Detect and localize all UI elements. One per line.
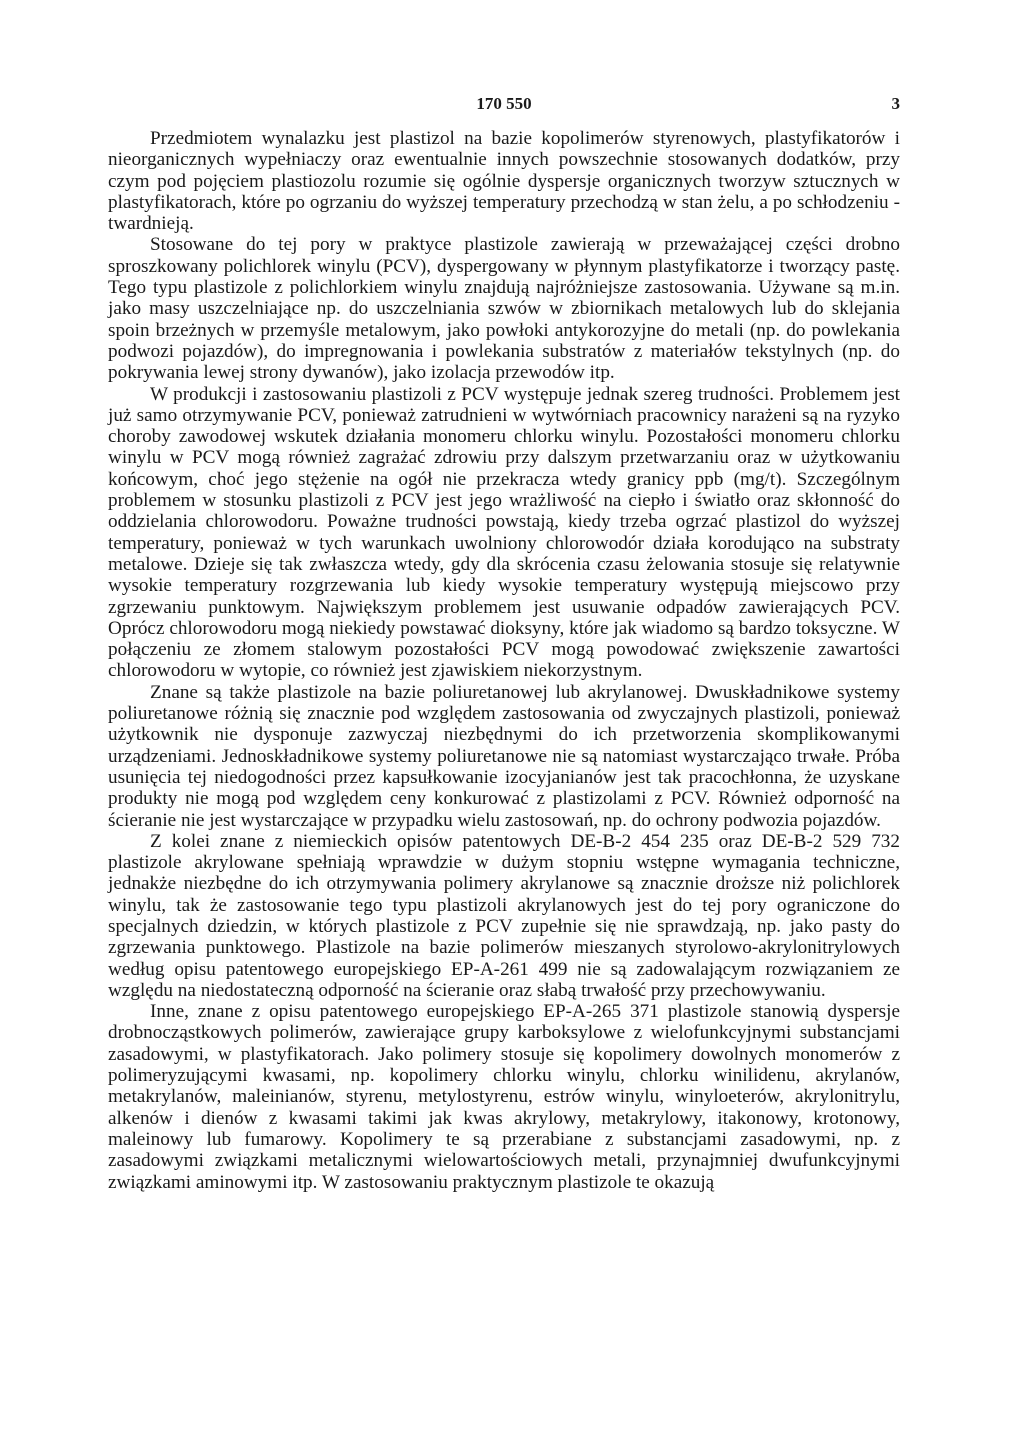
paragraph: Przedmiotem wynalazku jest plastizol na bazie kopolimerów styrenowych, plastyfikatorów i nieorganicznych wypełniaczy oraz ewentualnie innych powszechnie stosowanych dodatków, przy czym pod pojęciem plastiozolu rozumie się ogólnie dyspersje organicznych tworzyw sztucznych w plastyfikatorach, które po ogrzaniu do wyższej temperatury przechodzą w stan żelu, a po schłodzeniu - twardnieją.	[108, 128, 900, 235]
body-text	[108, 128, 900, 1193]
paragraph: Z kolei znane z niemieckich opisów patentowych DE-B-2 454 235 oraz DE-B-2 529 732 plastizole akrylowane spełniają wprawdzie w dużym stopniu wstępne wymagania techniczne, jednakże niezbędne do ich otrzymywania polimery akrylanowe są znacznie droższe niż polichlorek winylu, tak że zastosowanie tego typu plastizoli akrylanowych jest do tej pory ograniczone do specjalnych dziedzin, w których plastizole z PCV zupełnie się nie sprawdzają, np. jako pasty do zgrzewania punktowego. Plastizole na bazie polimerów mieszanych styrolowo-akrylonitrylowych według opisu patentowego europejskiego EP-A-261 499 nie są zadowalającym rozwiązaniem ze względu na niedostateczną odporność na ścieranie oraz słabą trwałość przy przechowywaniu.	[108, 830, 900, 1001]
paragraph: Znane są także plastizole na bazie poliuretanowej lub akrylanowej. Dwuskładnikowe systemy poliuretanowe różnią się znacznie pod względem zastosowania od zwyczajnych plastizoli, ponieważ użytkownik nie dysponuje zazwyczaj niezbędnymi do ich przetworzenia skomplikowanymi urządzeniami. Jednoskładnikowe systemy poliuretanowe nie są natomiast wystarczająco trwałe. Próba usunięcia tej niedogodności przez kapsułkowanie izocyjanianów jest tak pracochłonna, że uzyskane produkty nie mogą pod względem ceny konkurować z plastizolami z PCV. Również odporność na ścieranie nie jest wystarczające w przypadku wielu zastosowań, np. do ochrony podwozia pojazdów.	[108, 681, 900, 831]
paragraph: Stosowane do tej pory w praktyce plastizole zawierają w przeważającej części drobno sproszkowany polichlorek winylu (PCV), dyspergowany w płynnym plastyfikatorze i tworzący pastę. Tego typu plastizole z polichlorkiem winylu znajdują najróżniejsze zastosowania. Używane są m.in. jako masy uszczelniające np. do uszczelniania szwów w zbiornikach metalowych lub do sklejania spoin brzeżnych w przemyśle metalowym, jako powłoki antykorozyjne do metali (np. do powlekania podwozi pojazdów), do impregnowania i powlekania substratów z materiałów tekstylnych (np. do pokrywania lewej strony dywanów), jako izolacja przewodów itp.	[108, 234, 900, 384]
paragraph: W produkcji i zastosowaniu plastizoli z PCV występuje jednak szereg trudności. Problemem jest już samo otrzymywanie PCV, ponieważ zatrudnieni w wytwórniach pracownicy narażeni są na ryzyko choroby zawodowej wskutek działania monomeru chlorku winylu. Pozostałości monomeru chlorku winylu w PCV mogą również zagrażać zdrowiu przy dalszym przetwarzaniu oraz w użytkowaniu końcowym, choć jego stężenie na ogół nie przekracza wtedy granicy ppb (mg/t). Szczególnym problemem w stosunku plastizoli z PCV jest jego wrażliwość na ciepło i światło oraz skłonność do oddzielania chlorowodoru. Poważne trudności powstają, kiedy trzeba ogrzać plastizol do wyższej temperatury, ponieważ w tych warunkach uwolniony chlorowodór działa korodująco na substraty metalowe. Dzieje się tak zwłaszcza wtedy, gdy dla skrócenia czasu żelowania stosuje się relatywnie wysokie temperatury rozgrzewania lub kiedy wysokie temperatury występują miejscowo przy zgrzewaniu punktowym. Największym problemem jest usuwanie odpadów zawierających PCV. Oprócz chlorowodoru mogą niekiedy powstawać dioksyny, które jak wiadomo są bardzo toksyczne. W połączeniu ze złomem stalowym pozostałości PCV mogą powodować zwiększenie zawartości chlorowodoru w wytopie, co również jest zjawiskiem niekorzystnym.	[108, 383, 900, 682]
page-header	[108, 94, 900, 118]
patent-number: 170 550	[476, 94, 532, 113]
paragraph: Inne, znane z opisu patentowego europejskiego EP-A-265 371 plastizole stanowią dyspersje drobnocząstkowych polimerów, zawierające grupy karboksylowe z wielofunkcyjnymi substancjami zasadowymi, w plastyfikatorach. Jako polimery stosuje się kopolimery dowolnych monomerów z polimeryzującymi kwasami, np. kopolimery chlorku winylu, chlorku winilidenu, akrylanów, metakrylanów, maleinianów, styrenu, metylostyrenu, estrów winylu, winyloeterów, akrylonitrylu, alkenów i dienów z kwasami takimi jak kwas akrylowy, metakrylowy, itakonowy, krotonowy, maleinowy lub fumarowy. Kopolimery te są przerabiane z substancjami zasadowymi, np. z zasadowymi związkami metalicznymi wielowartościowych metali, przynajmniej dwufunkcyjnymi związkami aminowymi itp. W zastosowaniu praktycznym plastizole te okazują	[108, 1001, 900, 1193]
page-number: 3	[891, 94, 900, 113]
